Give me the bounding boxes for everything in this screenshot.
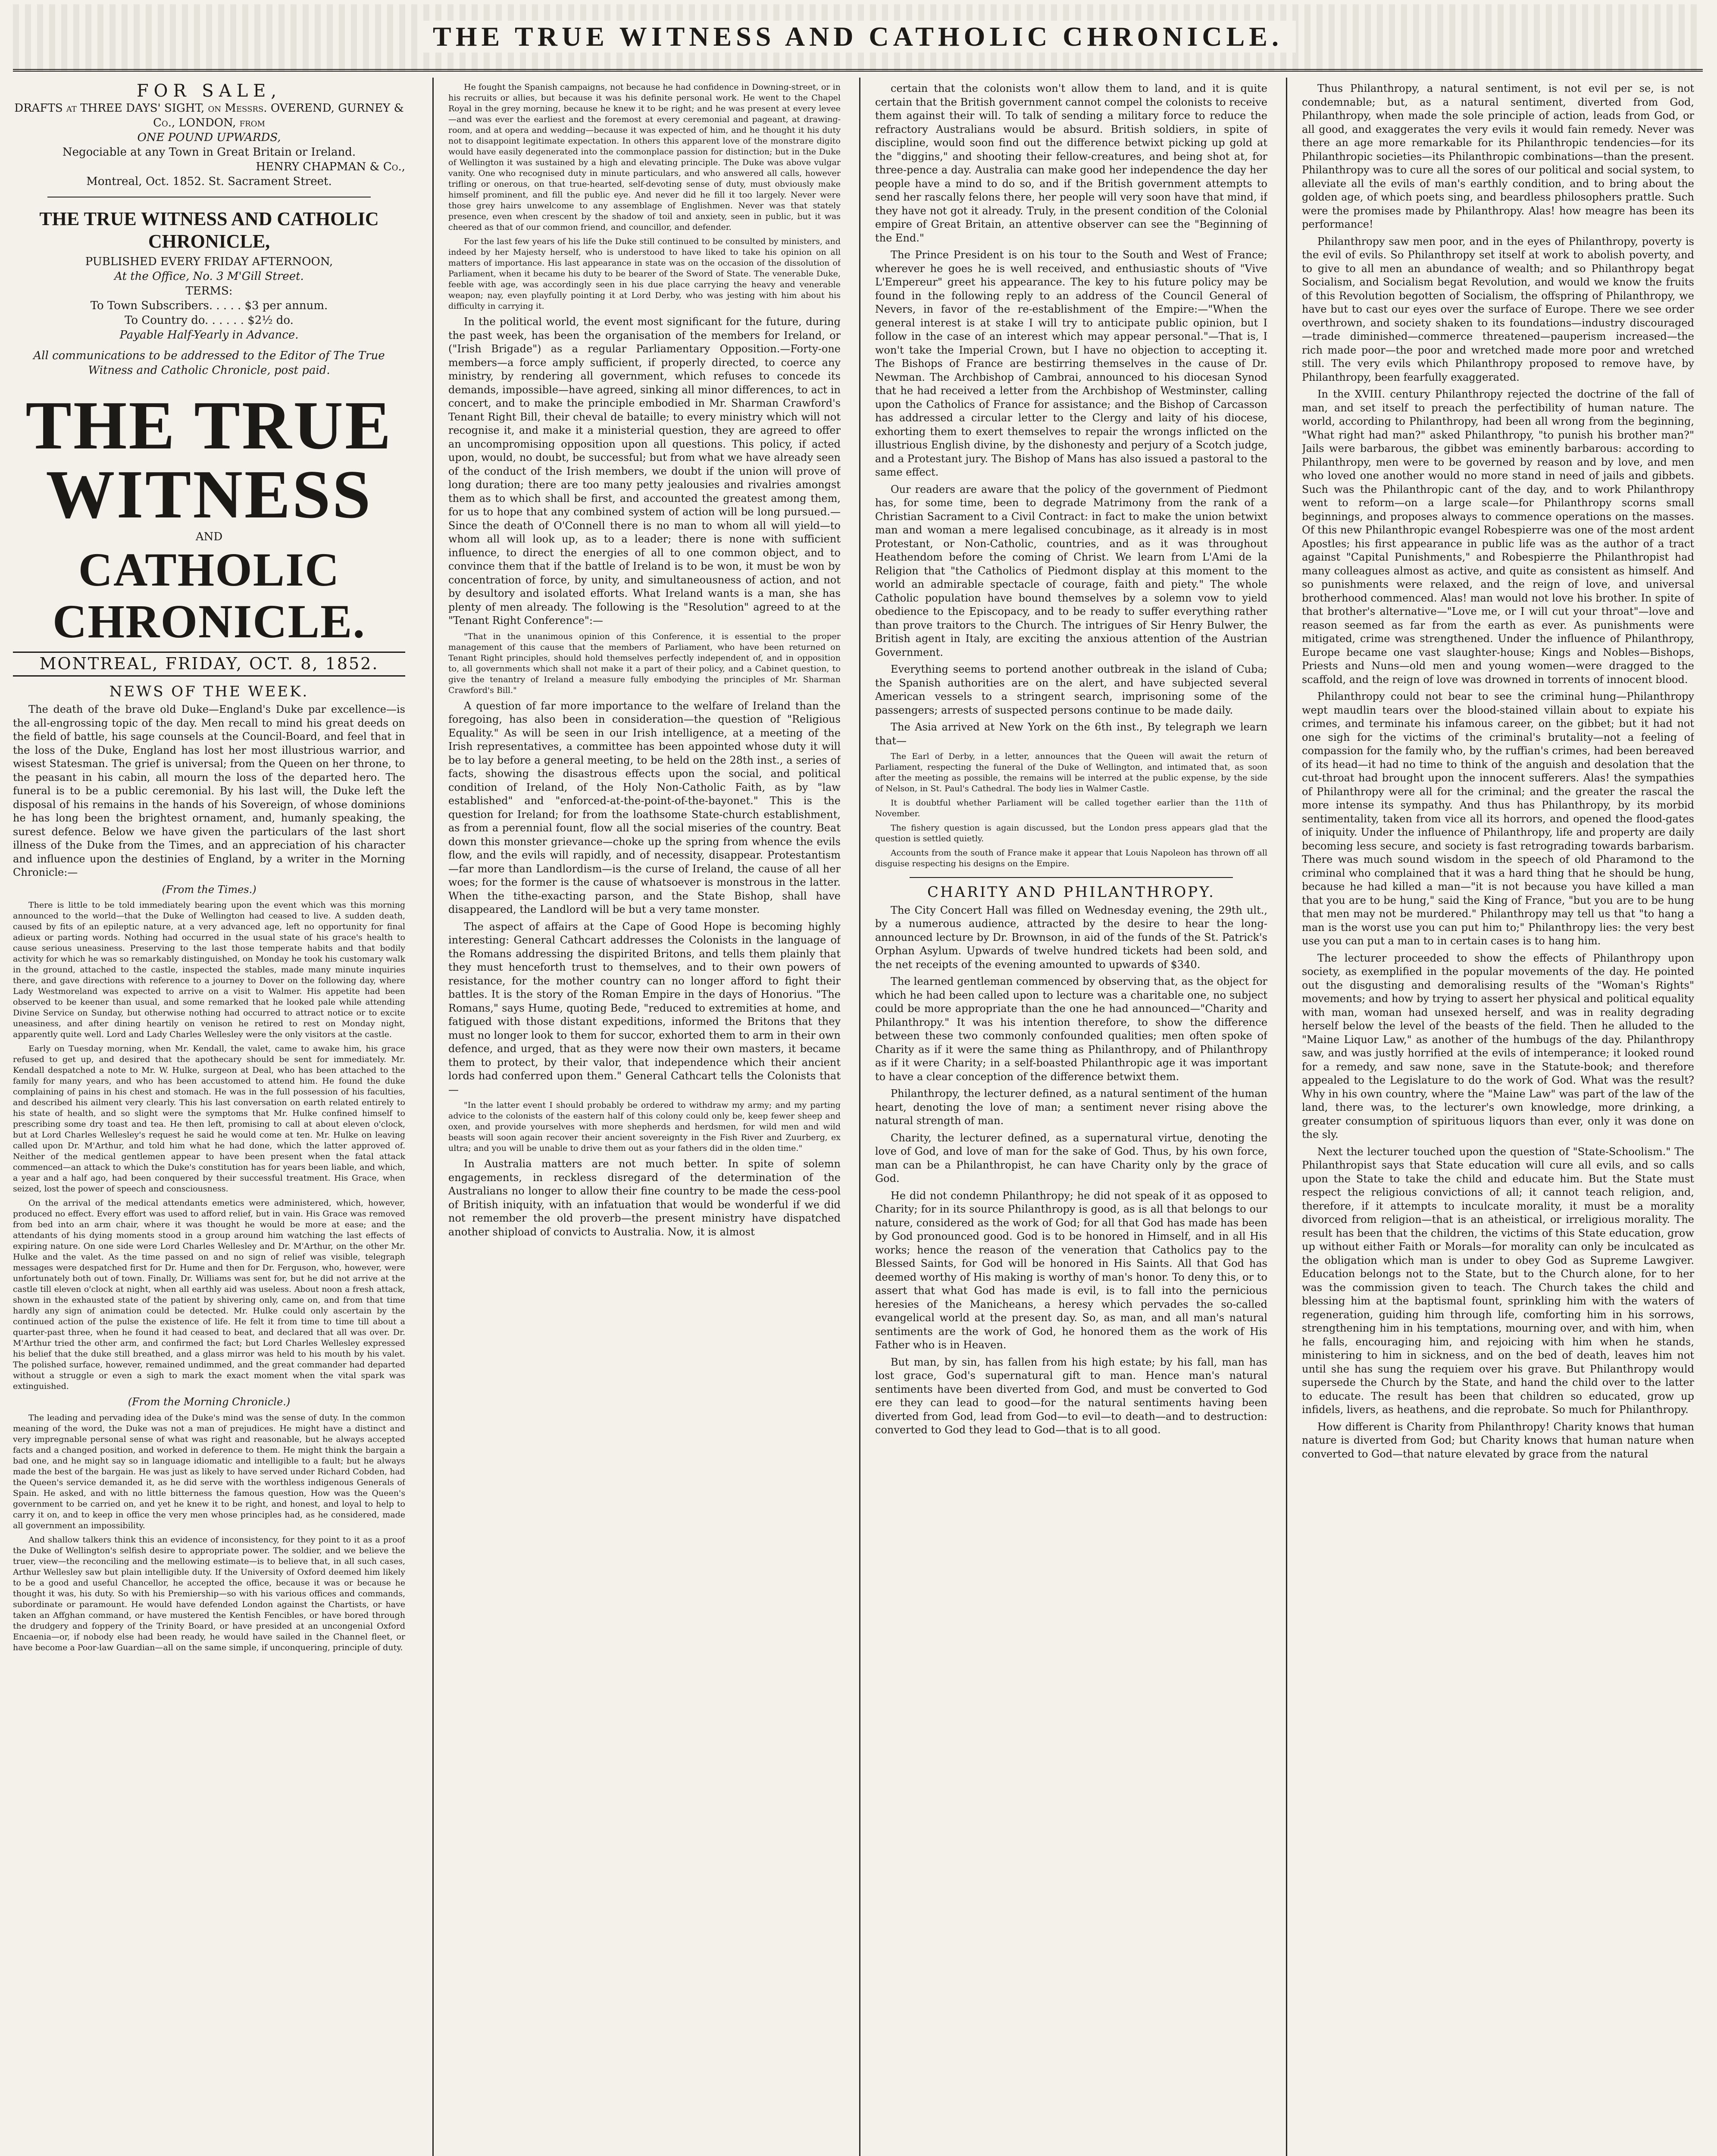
article-paragraph: The City Concert Hall was filled on Wednesday evening, the 29th ult., by a numerous audience, attracted by the desire to hear the long-announced lecture by Dr. Brownson, in aid of the funds of the St. Patrick's Orphan Asylum. Upwards of twelve hundred tickets had been sold, and the net receipts of the evening amounted to upwards of $340. — [875, 904, 1267, 971]
telegraph-item: The fishery question is again discussed, but the London press appears glad that the question is settled quietly. — [875, 823, 1267, 843]
article-paragraph: The lecturer proceeded to show the effects of Philanthropy upon society, as exemplified in the popular movements of the day. He pointed out the disgusting and demoralising results of the "Woman's Rights" movements; and how by trying to assert her physical and political equality with man, woman had unsexed herself, and was in reality degrading herself below the level of the beasts of the field. Then he alluded to the "Maine Liquor Law," as another of the humbugs of the day. Philanthropy saw, and was justly horrified at the evils of intemperance; it looked round for a remedy, and saw none, save in the Statute-book; and therefore appealed to the Legislature to do the work of God. What was the result? Why in his own country, where the "Maine Law" was part of the law of the land, there was, to the lecturer's own knowledge, more drinking, a greater consumption of spirituous liquors than ever, only it was done on the sly. — [1302, 952, 1694, 1141]
terms-town: To Town Subscribers. . . . . $3 per annum. — [90, 299, 328, 312]
article-paragraph: Philanthropy saw men poor, and in the eyes of Philanthropy, poverty is the evil of evils. So Philanthropy set itself at work to abolish poverty, and to give to all men an abundance of wealth; and so Philanthropy begat Socialism, and Socialism begat Revolution, and would we know the fruits of this Revolution begotten of Socialism, the offspring of Philanthropy, we have but to cast our eyes over the surface of Europe. There we see order overthrown, and society shaken to its foundations—industry discouraged—trade diminished—commerce threatened—pauperism increased—the rich made poor—the poor and wretched made more poor and wretched still. The very evils which Philanthropy proposed to remove have, by Philanthropy, been fearfully exaggerated. — [1302, 235, 1694, 383]
article-paragraph: But man, by sin, has fallen from his high estate; by his fall, man has lost grace, God's supernatural gift to man. Hence man's natural sentiments have been diverted from God, and must be converted to God ere they can lead to good—for the natural sentiments having been diverted from God, lead from God—to evil—to death—and to destruction: converted to God they lead to God—that is to all good. — [875, 1356, 1267, 1436]
article-paragraph: Charity, the lecturer defined, as a supernatural virtue, denoting the love of God, and love of man for the sake of God. Thus, by his own force, man can be a Philanthropist, he can have Charity only by the grace of God. — [875, 1131, 1267, 1185]
article-paragraph: How different is Charity from Philanthropy! Charity knows that human nature is diverted from God; but Charity knows that human nature when converted to God—that nature elevated by grace from the natural — [1302, 1420, 1694, 1460]
terms-country: To Country do. . . . . . $2½ do. — [125, 313, 294, 327]
column-3 — [875, 82, 1267, 2156]
article-paragraph: The death of the brave old Duke—England's Duke par excellence—is the all-engrossing topic of the day. Men recall to mind his great deeds on the field of battle, his sage counsels at the Council-Board, and feel that in the loss of the Duke, England has lost her most illustrious warrior, and wisest Statesman. The grief is universal; from the Queen on her throne, to the peasant in his cabin, all mourn the loss of the departed hero. The funeral is to be a public ceremonial. By his last will, the Duke left the disposal of his remains in the hands of his Sovereign, of whose dominions he has long been the brightest ornament, and, humanly speaking, the surest defence. Below we have given the particulars of the last short illness of the Duke from the Times, and an appreciation of his character and influence upon the destinies of England, by a writer in the Morning Chronicle:— — [13, 703, 405, 878]
article-paragraph: Thus Philanthropy, a natural sentiment, is not evil per se, is not condemnable; but, as a natural sentiment, diverted from God, Philanthropy, when made the sole principle of action, leads from God, or all good, and exaggerates the very evils it would fain remedy. Never was there an age more remarkable for its Philanthropic tendencies—for its Philanthropic societies—its Philanthropic combinations—than the present. Philanthropy was to cure all the sores of our political and social system, to alleviate all the evils of man's earthly condition, and to bring about the golden age, of which poets sing, and beardless philosophers prattle. Such were the promises made by Philanthropy. Alas! how meagre has been its performance! — [1302, 82, 1694, 230]
article-paragraph: The Prince President is on his tour to the South and West of France; wherever he goes he is well received, and enthusiastic shouts of "Vive L'Empereur" greet his appearance. The key to his future policy may be found in the following reply to an address of the Council General of Nevers, in favor of the re-establishment of the Empire:—"When the general interest is at stake I will try to anticipate public opinion, but I follow in the case of an interest which may appear personal."—That is, I won't take the Imperial Crown, but I have no objection to accepting it. The Bishops of France are bestirring themselves in the cause of Dr. Newman. The Archbishop of Cambrai, announced to his diocesan Synod that he had received a letter from the Archbishop of Westminster, calling upon the Catholics of France for assistance; and the Bishop of Carcasson has addressed a circular letter to the Clergy and laity of his diocese, exhorting them to exert themselves to repair the wrongs inflicted on the illustrious English divine, by the dishonesty and perjury of a Scotch judge, and a Protestant jury. The Bishop of Mans has also issued a pastoral to the same effect. — [875, 249, 1267, 478]
article-paragraph: certain that the colonists won't allow them to land, and it is quite certain that the British government cannot compel the colonists to receive them against their will. To talk of sending a military force to reduce the refractory Australians would be absurd. British soldiers, in spite of discipline, would soon find out the difference betwixt picking up gold at the "diggins," and shooting their fellow-creatures, and being shot at, for three-pence a day. Australia can make good her independence the day her people have a mind to do so, and if the British government attempts to send her rascally felons there, her people will very soon have that mind, if they have not got it already. Truly, in the present condition of the Colonial empire of Great Britain, an attentive observer can see the "Beginning of the End." — [875, 82, 1267, 244]
terms-heading: TERMS: — [185, 284, 233, 298]
publisher-line: PUBLISHED EVERY FRIDAY AFTERNOON, — [85, 255, 333, 268]
publisher-title: THE TRUE WITNESS AND CATHOLIC CHRONICLE, — [39, 208, 379, 252]
article-paragraph: The Asia arrived at New York on the 6th inst., By telegraph we learn that— — [875, 721, 1267, 747]
article-quote: "That in the unanimous opinion of this Conference, it is essential to the proper management of this cause that the members of Parliament, who have been returned on Tenant Right principles, should hold themselves perfectly independent of, and in opposition to, all governments which shall not make it a part of their policy, and a Cabinet question, to give the tenantry of Ireland a measure fully embodying the principles of Mr. Sharman Crawford's Bill." — [448, 631, 841, 695]
column-4 — [1302, 82, 1694, 2156]
paper-title-and: AND — [195, 530, 223, 543]
paper-subtitle: CATHOLIC CHRONICLE. — [53, 543, 366, 648]
section-heading: NEWS OF THE WEEK. — [109, 683, 309, 700]
article-paragraph: There is little to be told immediately bearing upon the event which was this morning announced to the world—that the Duke of Wellington had ceased to live. A sudden death, caused by fits of an epileptic nature, at a very advanced age, left no opportunity for final adieux or parting words. Nothing had occurred in the usual state of his grace's health to cause serious uneasiness. Preserving to the last those temperate habits and that bodily activity for which he was so remarkably distinguished, on Monday he took his customary walk in the ground, attached to the castle, inspected the stables, made many minute inquiries there, and gave directions with reference to a journey to Dover on the following day, where Lady Westmoreland was expected to arrive on a visit to Walmer. His appetite had been observed to be keener than usual, and some remarked that he looked pale while attending Divine Service on Sunday, but otherwise nothing had occurred to attract notice or to excite uneasiness, and after dining heartily on venison he retired to rest on Monday night, apparently quite well. Lord and Lady Charles Wellesley were the only visitors at the castle. — [13, 900, 405, 1039]
advert-heading: FOR SALE, — [136, 82, 282, 101]
column-1 — [13, 82, 405, 2156]
article-paragraph: Philanthropy, the lecturer defined, as a natural sentiment of the human heart, denoting the love of man; a sentiment never rising above the natural strength of man. — [875, 1087, 1267, 1127]
publisher-line: At the Office, No. 3 M'Gill Street. — [114, 270, 304, 283]
article-paragraph: For the last few years of his life the Duke still continued to be consulted by ministers, and indeed by her Majesty herself, who is understood to have liked to take his opinion on all matters of importance. His last appearance in state was on the occasion of the dissolution of Parliament, when it became his duty to be bearer of the Sword of State. The venerable Duke, feeble with age, was accordingly seen in his due place carrying the heavy and venerable weapon; nay, even playfully pointing it at Lord Derby, who was jesting with him about his difficulty in carrying it. — [448, 237, 841, 311]
article-quote: "In the latter event I should probably be ordered to withdraw my army; and my parting advice to the colonists of the eastern half of this colony could only be, keep fewer sheep and oxen, and provide yourselves with more shepherds and herdsmen, for wild men and wild beasts will soon again recover their ancient sovereignty in the Fish River and Zuurberg, ex ultra; and you will be unable to drive them out as your fathers did in the olden time." — [448, 1100, 841, 1153]
advert-line: Negociable at any Town in Great Britain or Ireland. — [62, 145, 356, 159]
dateline: MONTREAL, FRIDAY, OCT. 8, 1852. — [13, 652, 405, 677]
telegraph-item: It is doubtful whether Parliament will be called together earlier than the 11th of November. — [875, 798, 1267, 818]
masthead-title: THE TRUE WITNESS AND CATHOLIC CHRONICLE. — [420, 21, 1296, 53]
article-source: (From the Times.) — [162, 883, 256, 896]
masthead-banner — [13, 4, 1703, 72]
section-heading: CHARITY AND PHILANTHROPY. — [927, 884, 1215, 901]
article-paragraph: A question of far more importance to the welfare of Ireland than the foregoing, has also been in consideration—the question of "Religious Equality." As will be seen in our Irish intelligence, at a meeting of the Irish representatives, a committee has been appointed whose duty it will be to lay before a general meeting, to be held on the 28th inst., a series of facts, showing the disastrous effects upon the social, and political condition of Ireland, of the Holy Non-Catholic Faith, as by "law established" and "enforced-at-the-point-of-the-bayonet." This is the question for Ireland; for from the loathsome State-church establishment, as from a perennial fount, flow all the social miseries of the country. Beat down this monster grievance—choke up the spring from whence the evils flow, and the evils will rapidly, and of necessity, disappear. Protestantism—far more than Landlordism—is the curse of Ireland, the cause of all her woes; for the former is the cause of whatsoever is monstrous in the latter. When the tithe-exacting parson, and the State Bishop, shall have disappeared, the Landlord will be but a very tame monster. — [448, 699, 841, 915]
paper-title: THE TRUE WITNESS — [25, 386, 393, 533]
terms-payable: Payable Half-Yearly in Advance. — [119, 328, 299, 342]
telegraph-item: The Earl of Derby, in a letter, announces that the Queen will await the return of Parliament, respecting the funeral of the Duke of Wellington, and intimated that, as soon after the meeting as possible, the remains will be interred at the public expense, by the side of Nelson, in St. Paul's Cathedral. The body lies in Walmer Castle. — [875, 752, 1267, 793]
article-paragraph: On the arrival of the medical attendants emetics were administered, which, however, produced no effect. Every effort was used to afford relief, but in vain. His Grace was removed from bed into an arm chair, where it was thought he would be more at ease; and the attendants of his dying moments stood in a group around him watching the last effects of expiring nature. On one side were Lord Charles Wellesley and Dr. M'Arthur, on the other Mr. Hulke and the valet. As the time passed on and no sign of relief was visible, telegraph messages were despatched first for Dr. Hume and then for Dr. Ferguson, who, however, were unfortunately both out of town. Finally, Dr. Williams was sent for, but he did not arrive at the castle till eleven o'clock at night, when all earthly aid was useless. About noon a fresh attack, shown in the exhausted state of the patient by shivering only, came on, and from that time hardly any sign of animation could be detected. Mr. Hulke could only ascertain by the continued action of the pulse the existence of life. He felt it from time to time till about a quarter-past three, when he found it had ceased to beat, and declared that all was over. Dr. M'Arthur tried the other arm, and confirmed the fact; but Lord Charles Wellesley expressed his belief that the duke still breathed, and a glass mirror was held to his mouth by his valet. The polished surface, however, remained undimmed, and the great commander had departed without a struggle or even a sigh to mark the exact moment when the vital spark was extinguished. — [13, 1198, 405, 1391]
article-paragraph: Early on Tuesday morning, when Mr. Kendall, the valet, came to awake him, his grace refused to get up, and desired that the apothecary should be sent for immediately. Mr. Kendall despatched a note to Mr. W. Hulke, surgeon at Deal, who has been attached to the family for many years, and who has been accustomed to attend him. He found the duke complaining of pains in his chest and stomach. He was in the full possession of his faculties, and described his ailment very clearly. This his last conversation on earth related entirely to his state of health, and so slight were the symptoms that Mr. Hulke confined himself to prescribing some dry toast and tea. He then left, promising to call at about eleven o'clock, but at Lord Charles Wellesley's request he said he would come at ten. Mr. Hulke on leaving called upon Dr. M'Arthur, and told him what he had done, which the latter approved of. Neither of the medical gentlemen appear to have been present when the fatal attack commenced—an attack to which the Duke's constitution has for years been liable, and which, a year and a half ago, had been conquered by their successful treatment. His Grace, when seized, lost the power of speech and consciousness. — [13, 1044, 405, 1194]
advert-line: DRAFTS at THREE DAYS' SIGHT, on Messrs. OVEREND, GURNEY & Co., LONDON, from — [14, 101, 404, 129]
article-paragraph: Our readers are aware that the policy of the government of Piedmont has, for some time, been to degrade Matrimony from the rank of a Christian Sacrament to a Civil Contract: in fact to make the union betwixt man and woman a mere legalised concubinage, as it already is in most Protestant, or Non-Catholic, countries, and as it was throughout Heathendom before the coming of Christ. We learn from L'Ami de la Religion that "the Catholics of Piedmont display at this moment to the world an admirable spectacle of courage, faith and piety." The whole Catholic population have bound themselves by a solemn vow to yield obedience to the Episcopacy, and to be ready to suffer everything rather than prove traitors to the Church. The intrigues of Sir Henry Bulwer, the British agent in Italy, are exciting the anxious attention of the Austrian Government. — [875, 483, 1267, 658]
article-paragraph: In Australia matters are not much better. In spite of solemn engagements, in reckless disregard of the determination of the Australians no longer to allow their fine country to be made the cess-pool of British iniquity, with an infatuation that would be wonderful if we did not remember the old proverb—the present ministry have dispatched another shipload of convicts to Australia. Now, it is almost — [448, 1158, 841, 1238]
column-rule — [432, 78, 434, 2156]
telegraph-item: Accounts from the south of France make it appear that Louis Napoleon has thrown off all disguise respecting his designs on the Empire. — [875, 848, 1267, 868]
article-paragraph: The aspect of affairs at the Cape of Good Hope is becoming highly interesting: General Cathcart addresses the Colonists in the language of the Romans addressing the dispirited Britons, and tells them plainly that they must henceforth trust to themselves, and to their own powers of resistance, for the mother country can no longer afford to fight their battles. It is the story of the Roman Empire in the days of Honorius. "The Romans," says Hume, quoting Bede, "reduced to extremities at home, and fatigued with those distant expeditions, informed the Britons that they must no longer look to them for succor, exhorted them to arm in their own defence, and urged, that as they were now their own masters, it became them to protect, by their valor, that independence which their ancient lords had conferred upon them." General Cathcart tells the Colonists that— — [448, 920, 841, 1096]
divider — [910, 877, 1233, 878]
advert-line: Montreal, Oct. 1852. St. Sacrament Street. — [86, 175, 332, 188]
article-paragraph: He fought the Spanish campaigns, not because he had confidence in Downing-street, or in his recruits or allies, but because it was his definite personal work. He went to the Chapel Royal in the grey morning, because he knew it to be right; and he was present at every levee—and was ever the earliest and the foremost at every ceremonial and pageant, at drawing-room, and at opera and wedding—because it was expected of him, and he thought it his duty not to disappoint legitimate expectation. In others this apparent love of the monstrare digito would have easily degenerated into the commonplace passion for distinction; but in the Duke of Wellington it was sustained by a high and elevating principle. The Duke was above vulgar vanity. One who recognised duty in minute particulars, and who answered all calls, however trifling or onerous, on that true-hearted, self-devoting sense of duty, must obviously make himself prominent, and fill the public eye. And never did he fill it too largely. Never were those grey hairs unwelcome to any assemblage of Englishmen. Never was that stately presence, even when crescent by the shadow of toil and anxiety, seen in public, but it was cheered as that of our common friend, and councillor, and defender. — [448, 82, 841, 232]
article-paragraph: Everything seems to portend another outbreak in the island of Cuba; the Spanish authorities are on the alert, and have subjected several American vessels to a stringent search, imprisoning some of the passengers; arrests of suspected persons continue to be made daily. — [875, 663, 1267, 716]
article-paragraph: Next the lecturer touched upon the question of "State-Schoolism." The Philanthropist says that State education will cure all evils, and so calls upon the State to take the child and educate him. But the State must respect the religious convictions of all; it cannot teach religion, and, therefore, if it attempts to inculcate morality, it must be a morality divorced from religion—that is an atheistical, or irreligious morality. The result has been that the children, the victims of this State education, grow up without either Faith or Morals—for morality can only be inculcated as the obligation which man is under to obey God as Supreme Lawgiver. Education belongs not to the State, but to the Church alone, for to her was the commission given to teach. The Church takes the child and blessing him at the baptismal fount, sprinkling him with the waters of regeneration, guiding him through life, comforting him in his sorrows, strengthening him in his temptations, mourning over, and with him, when he falls, encouraging him, and rejoicing with him when he stands, ministering to him in sickness, and on the bed of death, leaves him not until she has sung the requiem over his grave. But Philanthropy would supersede the Church by the State, and hand the child over to the latter to educate. The result has been that children so educated, grow up infidels, livers, as heathens, and die reprobate. So much for Philanthropy. — [1302, 1145, 1694, 1416]
article-paragraph: In the XVIII. century Philanthropy rejected the doctrine of the fall of man, and set itself to preach the perfectibility of human nature. The world, according to Philanthropy, had been all wrong from the beginning, "What right had man?" asked Philanthropy, "to punish his brother man?" Jails were barbarous, the gibbet was eminently barbarous: according to Philanthropy, men were to be governed by reason and by love, and men who loved one another would no more stand in need of jails and gibbets. Such was the Philanthropic cant of the day, and to work Philanthropy went to reform—on a large scale—for Philanthropy scorns small beginnings, and proposes always to commence operations on the masses. Of this new Philanthropic evangel Robespierre was one of the most ardent Apostles; his first appearance in public life was as the author of a tract against "Capital Punishments," and Robespierre the Philanthropist had many colleagues almost as active, and quite as consistent as himself. And so punishments were relaxed, and the reign of love, and universal brotherhood commenced. Alas! man would not love his brother. In spite of that brother's alternative—"Love me, or I will cut your throat"—love and reason seemed as far from the earth as ever. As punishments were mitigated, crime was strengthened. Under the influence of Philanthropy, Europe became one vast slaughter-house; Kings and Nobles—Bishops, Priests and Nuns—old men and young women—were dragged to the scaffold, and the reign of love was drowned in torrents of innocent blood. — [1302, 388, 1694, 686]
column-rule — [1286, 78, 1287, 2156]
column-2 — [448, 82, 841, 2156]
article-paragraph: Philanthropy could not bear to see the criminal hung—Philanthropy wept maudlin tears over the blood-stained villain about to expiate his crimes, and terminate his infamous career, on the gibbet; but it had not one sigh for the victims of the criminal's brutality—not a feeling of compassion for the family who, by the ruffian's crimes, had been bereaved of its head—it had no time to think of the anguish and desolation that the cut-throat had brought upon the innocent sufferers. Alas! the sympathies of Philanthropy were all for the criminal; and the greater the rascal the more intense its sympathy. And thus has Philanthropy, by its morbid sentimentality, taken from vice all its horrors, and opened the flood-gates of iniquity. Under the influence of Philanthropy, life and property are daily becoming less secure, and society is fast retrograding towards barbarism. There was much sound wisdom in the speech of old Pharamond to the criminal who complained that it was a hard thing that he should be hung, because he had killed a man—"it is not because you have killed a man that you are to be hung," said the King of France, "but you are to be hung that men may not be murdered." Philanthropy may tell us that "to hang a man is the worst use you can put him to;" Philanthropy lies: the very best use you can put a man to in certain cases is to hang him. — [1302, 690, 1694, 947]
article-paragraph: The learned gentleman commenced by observing that, as the object for which he had been called upon to lecture was a charitable one, no subject could be more appropriate than the one he had announced—"Charity and Philanthropy." It was his intention therefore, to show the difference between these two commonly confounded qualities; men often spoke of Charity as if it were the same thing as Philanthropy, and of Philanthropy as if it were Charity; in a self-boasted Philanthropic age it was important to have a clear conception of the difference betwixt them. — [875, 975, 1267, 1083]
article-paragraph: He did not condemn Philanthropy; he did not speak of it as opposed to Charity; for in its source Philanthropy is good, as is all that belongs to our nature, considered as the work of God; for all that God has made has been by God pronounced good. God is to be honored in Himself, and in all His works; hence the reason of the veneration that Catholics pay to the Blessed Saints, for God will be honored in His Saints. All that God has deemed worthy of His making is worthy of man's honor. To deny this, or to assert that what God has made is evil, is to fall into the pernicious heresies of the Manicheans, a heresy which pervades the so-called evangelical world at the present day. So, as man, and all man's natural sentiments are the work of God, he honored them as the work of His Father who is in Heaven. — [875, 1189, 1267, 1351]
publisher-note: All communications to be addressed to the Editor of The True Witness and Catholic Chronicle, post paid. — [33, 349, 385, 377]
article-paragraph: The leading and pervading idea of the Duke's mind was the sense of duty. In the common meaning of the word, the Duke was not a man of prejudices. He might have a distinct and very impregnable personal sense of what was right and reasonable, but he always accepted facts and a changed position, and worked in deference to them. He might think the bargain a bad one, and he might say so in language idiomatic and intelligible to a fault; but he always made the best of the bargain. He was just as likely to have served under Richard Cobden, had the Queen's service demanded it, as he did serve with the worthless indigenous Generals of Spain. He asked, and with no little bitterness the famous question, How was the Queen's government to be carried on, and yet he knew it to be right, and honest, and loyal to help to carry it on, and to keep in office the very men whose principles had, as he considered, made all government an impossibility. — [13, 1413, 405, 1530]
article-source: (From the Morning Chronicle.) — [128, 1396, 291, 1408]
column-rule — [859, 78, 860, 2156]
advert-line: ONE POUND UPWARDS, — [137, 131, 281, 144]
article-paragraph: And shallow talkers think this an evidence of inconsistency, for they point to it as a proof the Duke of Wellington's selfish desire to appropriate power. The soldier, and we believe the truer, view—the reconciling and the mellowing estimate—is to believe that, in all such cases, Arthur Wellesley saw but plain intelligible duty. If the University of Oxford deemed him likely to be a good and useful Chancellor, he accepted the office, because it was or because he thought it was, his duty. So with his Premiership—so with his various offices and commands, subordinate or paramount. He would have defended London against the Chartists, or have taken an Affghan command, or have mustered the Kentish Fencibles, or have bored through the drudgery and foppery of the Trinity Board, or have presided at an uncongenial Oxford Encaenia—or, if nobody else had been ready, he would have sailed in the Channel fleet, or have become a Poor-law Guardian—all on the same simple, if unconquering, principle of duty. — [13, 1535, 405, 1652]
advert-line: HENRY CHAPMAN & Co., — [256, 160, 405, 173]
article-paragraph: In the political world, the event most significant for the future, during the past week, has been the organisation of the members for Ireland, or ("Irish Brigade") as a regular Parliamentary Opposition.—Forty-one members—a force amply sufficient, if properly directed, to coerce any ministry, by rendering all government, which refuses to concede its demands, impossible—have agreed, sinking all minor differences, to act in concert, and to make the principle embodied in Mr. Sharman Crawford's Tenant Right Bill, their cheval de bataille; to every ministry which will not recognise it, and make it a ministerial question, they are agreed to offer an uncompromising opposition upon all questions. This policy, if acted upon, would, no doubt, be successful; but from what we have already seen of the conduct of the Irish members, we doubt if the union will prove of long duration; there are too many petty jealousies and rivalries amongst them as to which shall be first, and accounted the greatest among them, for us to hope that any combined system of action will be long pursued.—Since the death of O'Connell there is no man to whom all will yield—to whom all will look up, as to a leader; there is none with sufficient influence, to direct the energies of all to one common object, and to convince them that if the battle of Ireland is to be won, it must be won by concentration of force, by unity, and simultaneousness of action, and not by desultory and isolated efforts. What Ireland wants is a man, she has plenty of men already. The following is the "Resolution" agreed to at the "Tenant Right Conference":— — [448, 316, 841, 627]
